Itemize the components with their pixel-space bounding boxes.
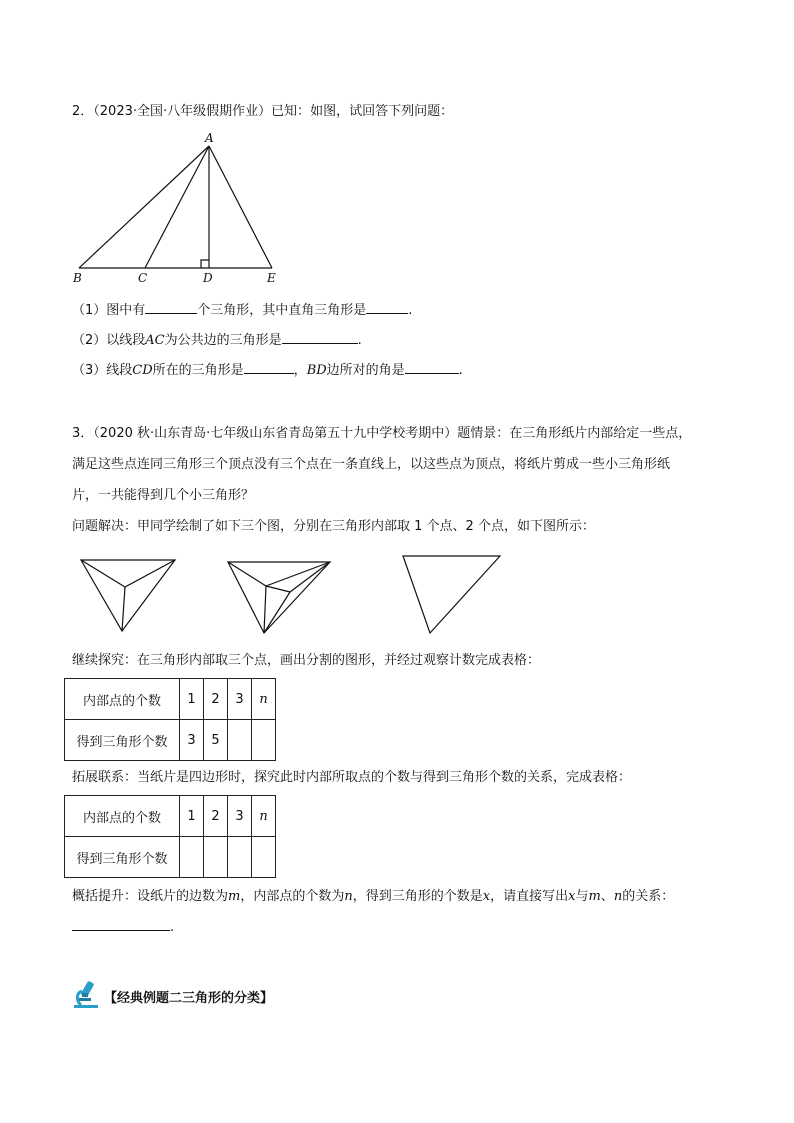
table-row <box>65 720 276 761</box>
table-cell: n <box>252 796 276 837</box>
label-e: E <box>267 271 276 285</box>
q3-summary-var-x2: x <box>568 889 576 904</box>
table-cell: n <box>252 679 276 720</box>
label-a: A <box>205 131 214 145</box>
q2-part2-text-a: （2）以线段 <box>72 333 146 348</box>
triangle-two-points <box>228 562 330 633</box>
q2-part3 <box>72 361 463 380</box>
table-triangle-points <box>64 678 276 761</box>
q2-part3-text-a: （3）线段 <box>72 363 133 378</box>
q3-summary-var-m2: m <box>588 889 601 904</box>
table-row <box>65 679 276 720</box>
table-cell: 2 <box>204 796 228 837</box>
label-b: B <box>73 271 82 285</box>
table-cell: 5 <box>204 720 228 761</box>
table-row <box>65 837 276 878</box>
q2-part2-text-b: 为公共边的三角形是 <box>164 333 282 348</box>
q2-figure <box>60 128 300 288</box>
table-cell-answer[interactable] <box>252 720 276 761</box>
q3-solve-text: 问题解决：甲同学绘制了如下三个图，分别在三角形内部取 1 个点、2 个点，如下图所示： <box>72 519 595 534</box>
q3-summary-text-g: 的关系： <box>622 889 675 904</box>
q3-triangle-figures <box>70 550 510 640</box>
q3-summary-text-c: ，得到三角形的个数是 <box>352 889 483 904</box>
q2-part3-segment2: BD <box>306 363 327 378</box>
q2-part3-text-d: 边所对的角是 <box>326 363 405 378</box>
q3-summary-text-b: ，内部点的个数为 <box>240 889 345 904</box>
table-cell: 1 <box>180 679 204 720</box>
q3-text-line2: 满足这些点连同三角形三个顶点没有三个点在一条直线上，以这些点为顶点，将纸片剪成一些小三角形纸 <box>72 457 671 472</box>
q2-part3-segment: CD <box>132 363 153 378</box>
table-row <box>65 796 276 837</box>
q3-summary-text-e: 与 <box>575 889 589 904</box>
table-cell: 2 <box>204 679 228 720</box>
q2-part1-text-c: . <box>408 303 413 318</box>
q3-summary-var-n: n <box>344 889 353 904</box>
table-cell-header: 内部点的个数 <box>65 679 180 720</box>
segment-ab <box>79 146 209 268</box>
q3-summary-var-x: x <box>482 889 491 904</box>
q3-explore-text: 继续探究：在三角形内部取三个点，画出分割的图形，并经过观察计数完成表格： <box>72 653 541 668</box>
q2-part2-text-c: . <box>357 333 362 348</box>
q3-extend-text: 拓展联系：当纸片是四边形时，探究此时内部所取点的个数与得到三角形个数的关系，完成表格： <box>72 770 632 785</box>
q2-part1-text-b: 个三角形，其中直角三角形是 <box>197 303 367 318</box>
table-cell-answer[interactable] <box>204 837 228 878</box>
right-angle-mark <box>201 260 209 268</box>
q3-answer-blank[interactable] <box>72 918 170 931</box>
q2-part3-blank2[interactable] <box>405 361 459 374</box>
q2-part1 <box>72 301 412 320</box>
segment-ac <box>145 146 209 268</box>
q2-part2-segment: AC <box>145 333 165 348</box>
q2-part3-text-b: 所在的三角形是 <box>152 363 244 378</box>
microscope-icon <box>72 979 100 1009</box>
q2-part2-blank[interactable] <box>282 331 358 344</box>
table-cell-answer[interactable] <box>252 837 276 878</box>
table-cell-header: 得到三角形个数 <box>65 837 180 878</box>
table-quadrilateral-points <box>64 795 276 878</box>
label-c: C <box>138 271 148 285</box>
q3-summary-text-d: ，请直接写出 <box>490 889 569 904</box>
q2-title: 2．（2023·全国·八年级假期作业）已知：如图，试回答下列问题： <box>72 104 454 119</box>
q2-part3-blank1[interactable] <box>244 361 294 374</box>
q3-answer-end: . <box>170 920 175 935</box>
table-cell-header: 得到三角形个数 <box>65 720 180 761</box>
triangle-one-point <box>81 560 175 631</box>
table-cell-header: 内部点的个数 <box>65 796 180 837</box>
q2-part1-text-a: （1）图中有 <box>72 303 146 318</box>
q3-summary-var-m: m <box>228 889 241 904</box>
q2-part2 <box>72 331 362 350</box>
table-cell: 3 <box>228 796 252 837</box>
triangle-blank <box>403 556 500 633</box>
table-cell: 3 <box>228 679 252 720</box>
q3-text-line3: 片，一共能得到几个小三角形？ <box>72 488 255 503</box>
q3-answer-line <box>72 918 174 937</box>
section-heading: 【经典例题二三角形的分类】 <box>104 991 274 1006</box>
q3-summary-text-f: 、 <box>600 889 614 904</box>
q3-summary-text-a: 概括提升：设纸片的边数为 <box>72 889 229 904</box>
q2-part1-blank2[interactable] <box>366 301 408 314</box>
label-d: D <box>203 271 213 285</box>
table-cell-answer[interactable] <box>180 837 204 878</box>
q3-summary <box>72 888 674 906</box>
q3-summary-var-n2: n <box>613 889 623 904</box>
table-cell: 1 <box>180 796 204 837</box>
table-cell: 3 <box>180 720 204 761</box>
q2-part3-text-e: . <box>458 363 463 378</box>
table-cell-answer[interactable] <box>228 837 252 878</box>
q3-text-line1: 3．（2020 秋·山东青岛·七年级山东省青岛第五十九中学校考期中）题情景：在三角形纸片内部给定一些点， <box>72 426 692 441</box>
q2-part1-blank1[interactable] <box>145 301 197 314</box>
segment-ae <box>209 146 272 268</box>
table-cell-answer[interactable] <box>228 720 252 761</box>
q2-part3-text-c: ， <box>293 363 307 378</box>
